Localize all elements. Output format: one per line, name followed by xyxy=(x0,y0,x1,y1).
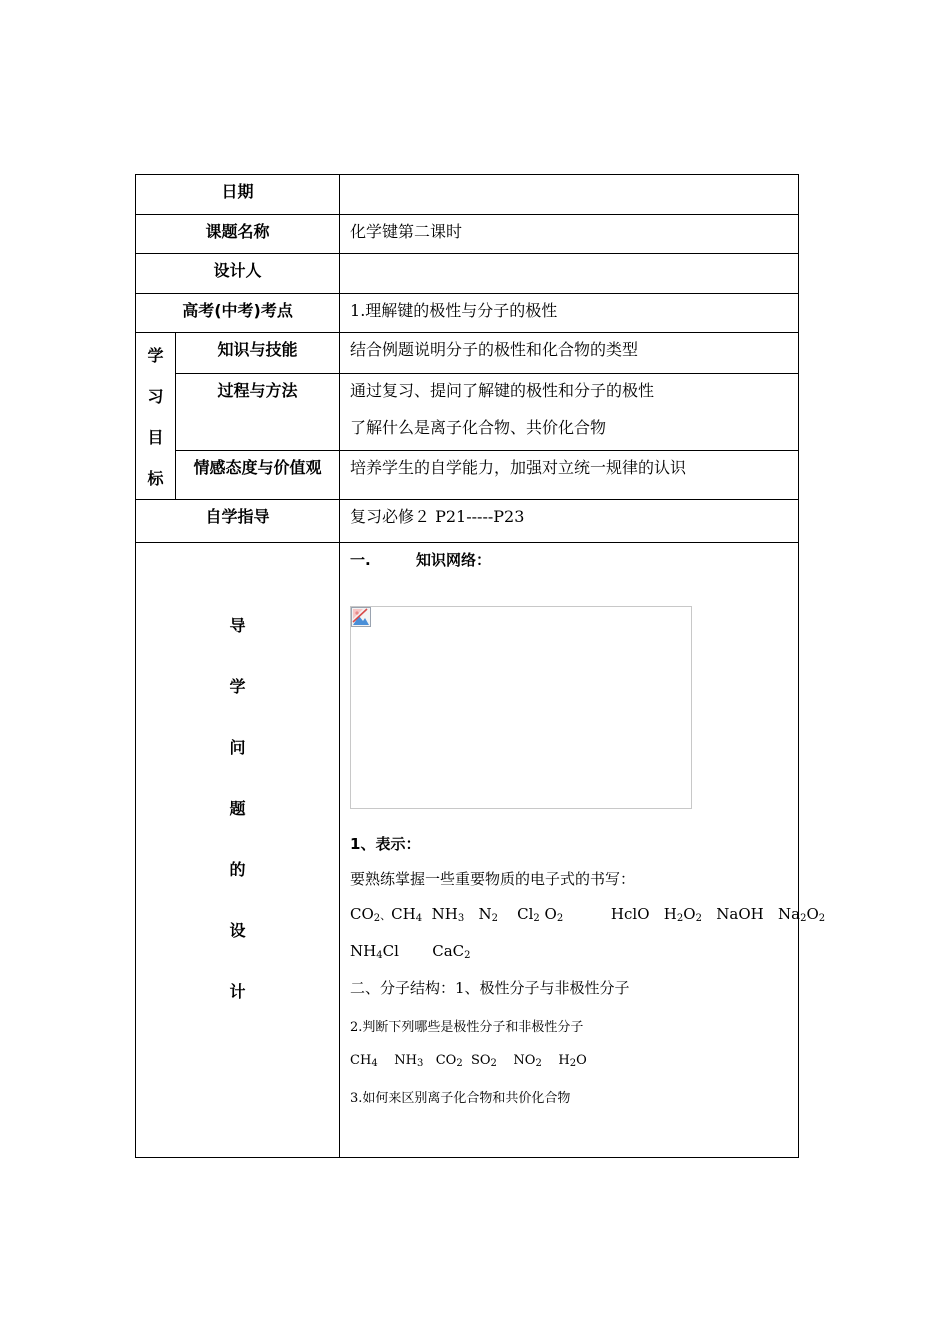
knowledge-label: 知识与技能 xyxy=(176,333,340,374)
row-designer xyxy=(136,254,799,294)
guide-char-4: 题 xyxy=(229,799,246,818)
lesson-plan-table xyxy=(135,174,826,1158)
goals-char-4: 标 xyxy=(147,469,164,488)
section-1-heading xyxy=(350,549,788,570)
sub-1-title: 1、表示： xyxy=(350,835,421,853)
formula-line-2: $NH_4Cl$ CaC$_2$ xyxy=(350,942,471,961)
sub-1-text: 要熟练掌握一些重要物质的电子式的书写： xyxy=(350,870,636,888)
knowledge-network-image xyxy=(350,606,692,809)
guide-char-2: 学 xyxy=(229,677,246,696)
question-2-text: 2.判断下列哪些是极性分子和非极性分子 xyxy=(350,1020,584,1035)
designer-value xyxy=(340,254,799,294)
formula-line-1: $CO_2$、$CH_4$ $NH_3$ $N_2$ $Cl_2$ $O_2$ HclO $H_2O_2$ NaOH $Na_2O_2$ xyxy=(350,905,826,924)
goals-char-1: 学 xyxy=(147,346,164,365)
guide-char-7: 计 xyxy=(229,982,246,1001)
guide-char-5: 的 xyxy=(229,860,246,879)
guided-questions-side-label xyxy=(136,543,340,1158)
goals-char-2: 习 xyxy=(147,387,164,406)
row-process xyxy=(136,374,799,450)
row-knowledge xyxy=(136,333,799,374)
self-study-value: 复习必修２ P21-----P23 xyxy=(340,500,799,543)
date-value xyxy=(340,175,799,215)
topic-value: 化学键第二课时 xyxy=(340,215,799,254)
process-value xyxy=(340,374,799,450)
section-1-title: 知识网络： xyxy=(416,551,492,569)
designer-label: 设计人 xyxy=(136,254,340,294)
section-1-number: 一. xyxy=(350,551,371,569)
topic-label: 课题名称 xyxy=(136,215,340,254)
guide-char-3: 问 xyxy=(229,738,246,757)
guide-char-6: 设 xyxy=(229,921,246,940)
process-line-2: 了解什么是离子化合物、共价化合物 xyxy=(350,418,607,438)
learning-goals-side-label xyxy=(136,333,176,500)
process-line-1: 通过复习、提问了解键的极性和分子的极性 xyxy=(350,381,655,401)
goals-char-3: 目 xyxy=(147,428,164,447)
row-self-study xyxy=(136,500,799,543)
polarity-formulas: $CH_4$ $NH_3$ $CO_2$ $SO_2$ $NO_2$ $H_2O$ xyxy=(350,1053,587,1069)
row-exam-points xyxy=(136,294,799,333)
guide-char-1: 导 xyxy=(229,616,246,635)
row-date xyxy=(136,175,799,215)
question-3-text: 3.如何来区别离子化合物和共价化合物 xyxy=(350,1091,571,1106)
emotion-label: 情感态度与价值观 xyxy=(176,450,340,499)
row-guided-questions xyxy=(136,543,799,1158)
date-label: 日期 xyxy=(136,175,340,215)
guided-questions-content xyxy=(340,543,826,1158)
exam-points-label: 高考(中考)考点 xyxy=(136,294,340,333)
row-topic xyxy=(136,215,799,254)
broken-image-icon xyxy=(351,607,371,627)
exam-points-value: 1.理解键的极性与分子的极性 xyxy=(340,294,799,333)
section-2-text: 二、分子结构：1、极性分子与非极性分子 xyxy=(350,979,630,997)
self-study-label: 自学指导 xyxy=(136,500,340,543)
knowledge-value: 结合例题说明分子的极性和化合物的类型 xyxy=(340,333,799,374)
process-label: 过程与方法 xyxy=(176,374,340,450)
row-emotion xyxy=(136,450,799,499)
emotion-value: 培养学生的自学能力，加强对立统一规律的认识 xyxy=(340,450,799,499)
